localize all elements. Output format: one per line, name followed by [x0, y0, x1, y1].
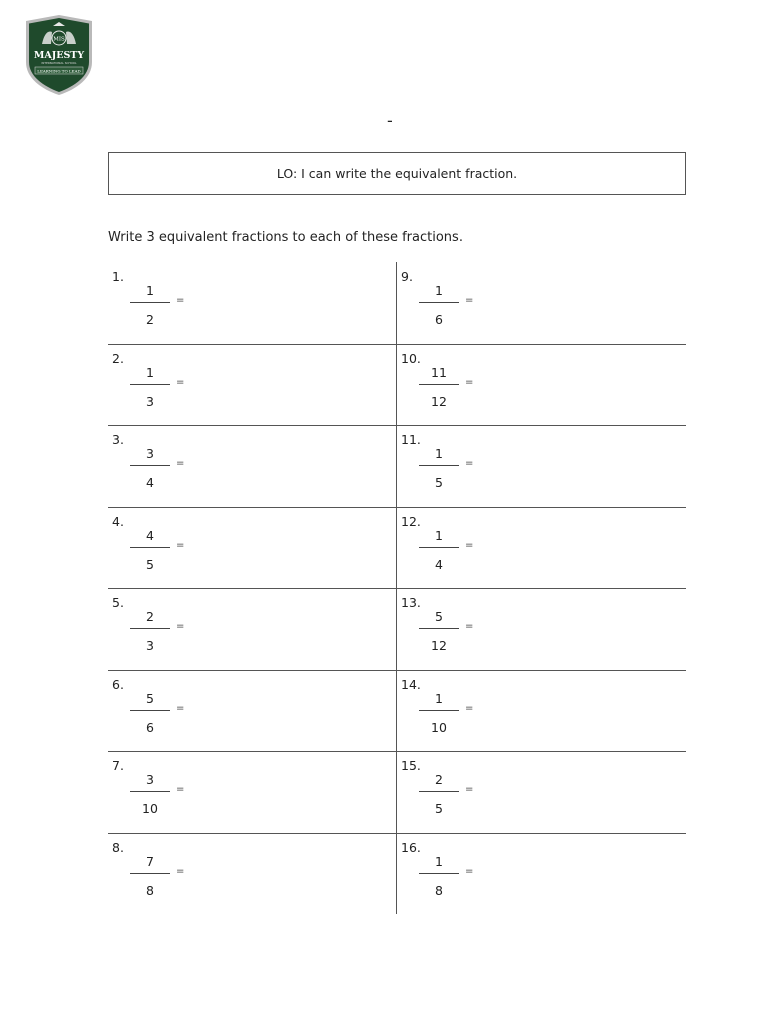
row-divider [108, 588, 686, 589]
question-number: 10. [401, 350, 421, 366]
fraction-numerator: 1 [435, 690, 443, 706]
fraction-numerator: 5 [435, 609, 443, 624]
fraction-denominator: 8 [435, 882, 443, 898]
equals-sign: = [465, 458, 474, 469]
equals-sign: = [176, 784, 185, 795]
question-cell [108, 670, 396, 752]
question-cell [397, 425, 685, 507]
equals-sign: = [465, 621, 474, 632]
fraction-bar [419, 873, 459, 874]
fraction-bar [130, 710, 170, 711]
fraction-numerator: 2 [146, 609, 154, 624]
fraction-bar [130, 465, 170, 466]
question-cell [108, 833, 396, 915]
question-cell [108, 262, 396, 344]
fraction-denominator: 6 [146, 719, 154, 735]
fraction-bar [130, 384, 170, 385]
logo-subtitle: INTERNATIONAL SCHOOL [41, 61, 77, 65]
fraction-numerator: 1 [146, 283, 154, 298]
question-cell [397, 751, 685, 833]
equals-sign: = [176, 865, 185, 877]
question-number: 1. [112, 269, 124, 284]
fractions-grid [108, 262, 686, 914]
question-number: 11. [401, 432, 421, 447]
fraction-denominator: 3 [146, 638, 154, 653]
question-cell [397, 344, 685, 426]
row-divider [108, 507, 686, 508]
fraction-numerator: 1 [435, 853, 443, 869]
title-mark: - [387, 111, 393, 130]
learning-objective-text: LO: I can write the equivalent fraction. [276, 166, 518, 181]
question-cell [397, 588, 685, 670]
question-number: 8. [112, 839, 124, 855]
question-cell [108, 588, 396, 670]
fraction-bar [130, 873, 170, 874]
equals-sign: = [176, 539, 185, 551]
equals-sign: = [176, 621, 185, 632]
fraction-bar [419, 465, 459, 466]
equals-sign: = [176, 295, 185, 306]
instruction-text: Write 3 equivalent fractions to each of these fractions. [108, 230, 463, 245]
school-logo [22, 14, 96, 96]
fraction-bar [419, 710, 459, 711]
fraction-bar [419, 547, 459, 548]
question-cell [108, 507, 396, 589]
fraction-denominator: 5 [435, 475, 443, 490]
fraction-numerator: 2 [435, 772, 443, 787]
logo-motto: LEARNING TO LEAD [37, 68, 81, 74]
question-number: 16. [401, 839, 421, 855]
fraction-denominator: 12 [431, 393, 447, 409]
fraction-numerator: 4 [146, 527, 154, 543]
learning-objective-box [108, 152, 686, 195]
fraction-denominator: 10 [142, 801, 158, 816]
fraction-bar [130, 547, 170, 548]
row-divider [108, 833, 686, 834]
fraction-numerator: 11 [431, 364, 447, 380]
question-cell [108, 425, 396, 507]
equals-sign: = [465, 865, 474, 877]
fraction-denominator: 3 [146, 393, 154, 409]
question-number: 4. [112, 513, 124, 529]
fraction-numerator: 3 [146, 772, 154, 787]
row-divider [108, 344, 686, 345]
question-cell [397, 507, 685, 589]
equals-sign: = [176, 376, 185, 388]
question-number: 9. [401, 269, 413, 284]
fraction-bar [419, 791, 459, 792]
question-number: 14. [401, 676, 421, 692]
fraction-denominator: 10 [431, 719, 447, 735]
fraction-numerator: 1 [435, 446, 443, 461]
question-cell [397, 262, 685, 344]
equals-sign: = [176, 702, 185, 714]
question-cell [397, 670, 685, 752]
equals-sign: = [465, 376, 474, 388]
fraction-numerator: 1 [435, 527, 443, 543]
fraction-bar [130, 302, 170, 303]
row-divider [108, 670, 686, 671]
fraction-bar [419, 628, 459, 629]
fraction-numerator: 7 [146, 853, 154, 869]
question-number: 3. [112, 432, 124, 447]
fraction-denominator: 8 [146, 882, 154, 898]
question-number: 12. [401, 513, 421, 529]
fraction-bar [130, 791, 170, 792]
fraction-numerator: 1 [146, 364, 154, 380]
question-cell [108, 344, 396, 426]
question-cell [397, 833, 685, 915]
logo-monogram: MIS [53, 36, 65, 43]
fraction-denominator: 12 [431, 638, 447, 653]
fraction-bar [419, 384, 459, 385]
logo-name: MAJESTY [33, 50, 85, 61]
question-number: 15. [401, 758, 421, 773]
fraction-denominator: 4 [146, 475, 154, 490]
fraction-denominator: 6 [435, 312, 443, 327]
fraction-bar [419, 302, 459, 303]
question-cell [108, 751, 396, 833]
fraction-numerator: 1 [435, 283, 443, 298]
question-number: 6. [112, 676, 124, 692]
fraction-denominator: 4 [435, 556, 443, 572]
question-number: 5. [112, 595, 124, 610]
equals-sign: = [176, 458, 185, 469]
fraction-denominator: 5 [435, 801, 443, 816]
equals-sign: = [465, 295, 474, 306]
fraction-numerator: 3 [146, 446, 154, 461]
fraction-bar [130, 628, 170, 629]
equals-sign: = [465, 702, 474, 714]
equals-sign: = [465, 539, 474, 551]
question-number: 7. [112, 758, 124, 773]
question-number: 13. [401, 595, 421, 610]
fraction-denominator: 2 [146, 312, 154, 327]
fraction-numerator: 5 [146, 690, 154, 706]
row-divider [108, 751, 686, 752]
fraction-denominator: 5 [146, 556, 154, 572]
equals-sign: = [465, 784, 474, 795]
question-number: 2. [112, 350, 124, 366]
row-divider [108, 425, 686, 426]
